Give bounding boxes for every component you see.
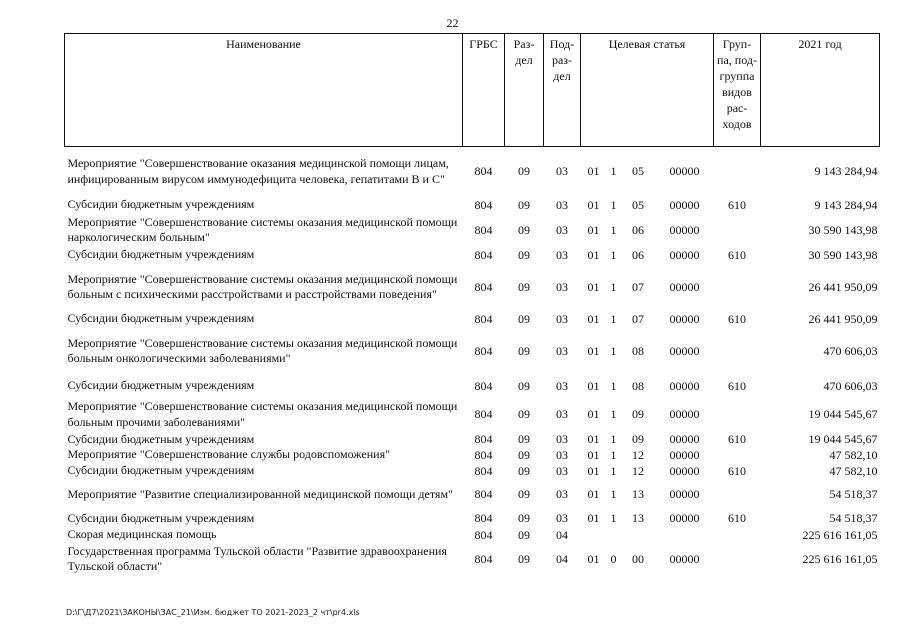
cell-target-event: 08 [632,378,644,393]
cell-target-event: 09 [632,407,644,421]
cell-name: Мероприятие "Совершенствование системы оказания медицинской помощи больным онкологическими заболеваниями" [67,335,458,365]
cell-target-program: 01 [587,511,600,525]
cell-target-subprogram: 1 [610,311,617,326]
cell-target-direction: 00000 [669,407,700,421]
page-number: 22 [446,16,459,30]
cell-grbs: 804 [474,279,493,294]
cell-expense-group [714,447,761,463]
cell-amount-2021: 47 582,10 [829,447,878,462]
cell-expense-group [714,543,761,575]
table-row [65,214,880,247]
cell-target-direction: 00000 [669,279,700,294]
cell-amount-2021: 470 606,03 [823,378,878,393]
cell-target-event: 08 [632,343,644,358]
cell-target-event: 07 [632,311,644,326]
cell-target-event: 07 [632,279,644,294]
cell-name: Мероприятие "Совершенствование системы оказания медицинской помощи больным прочими заболеваниями" [67,399,458,429]
cell-name: Мероприятие "Совершенствование системы оказания медицинской помощи больным с психическими расстройствами и расстройствами поведения" [67,271,458,301]
cell-target-event: 05 [632,164,644,179]
cell-target-subprogram: 1 [610,247,617,262]
cell-podrazdel: 03 [556,511,568,525]
cell-grbs: 804 [474,511,493,525]
footer-file-path: D:\Г\Д7\2021\ЗАКОНЫ\ЗАС_21\Изм. бюджет ТО 2021-2023_2 чт\pr4.xls [66,608,360,617]
cell-name: Субсидии бюджетным учреждениям [67,311,255,326]
cell-expense-group: 610 [728,378,747,393]
cell-podrazdel: 03 [556,487,568,501]
cell-target-subprogram: 0 [610,551,617,566]
cell-expense-group: 610 [728,463,747,478]
cell-podrazdel: 03 [556,431,568,446]
table-body [65,147,880,576]
cell-expense-group [714,479,761,510]
cell-grbs: 804 [474,164,493,179]
cell-target-subprogram: 1 [610,407,617,421]
cell-razdel: 09 [518,551,530,566]
cell-razdel: 09 [518,527,530,542]
table-row [65,447,880,463]
cell-target-subprogram: 1 [610,164,617,179]
table-row [65,463,880,479]
table-row [65,375,880,398]
cell-amount-2021: 225 616 161,05 [802,551,878,566]
cell-amount-2021: 26 441 950,09 [808,311,878,326]
cell-podrazdel: 03 [556,164,568,179]
table-row [65,311,880,328]
cell-target-subprogram: 1 [610,279,617,294]
cell-razdel: 09 [518,164,530,179]
cell-grbs: 804 [474,487,493,501]
cell-grbs: 804 [474,407,493,421]
cell-target-event: 06 [632,247,644,262]
cell-target-program: 01 [587,463,600,478]
cell-podrazdel: 03 [556,463,568,478]
cell-amount-2021: 19 044 545,67 [808,431,878,446]
cell-podrazdel: 04 [556,551,568,566]
cell-amount-2021: 470 606,03 [823,343,878,358]
cell-podrazdel: 03 [556,378,568,393]
cell-target-subprogram: 1 [610,511,617,525]
cell-expense-group [714,527,761,543]
cell-amount-2021: 26 441 950,09 [808,279,878,294]
cell-razdel: 09 [518,197,530,212]
cell-podrazdel: 03 [556,447,568,462]
cell-target-program: 01 [587,247,600,262]
cell-razdel: 09 [518,378,530,393]
cell-expense-group [714,214,761,247]
cell-amount-2021: 9 143 284,94 [814,164,878,179]
cell-amount-2021: 54 518,37 [829,511,878,525]
cell-amount-2021: 54 518,37 [829,487,878,501]
budget-table [64,33,880,575]
table-header [65,34,880,147]
cell-name: Мероприятие "Развитие специализированной медицинской помощи детям" [67,486,453,501]
cell-razdel: 09 [518,279,530,294]
cell-target-program: 01 [587,551,600,566]
cell-target-program: 01 [587,431,600,446]
table-row [65,197,880,214]
cell-name: Государственная программа Тульской области "Развитие здравоохранения Тульской области" [67,543,447,573]
cell-name: Мероприятие "Совершенствование системы оказания медицинской помощи наркологическим больным" [67,214,458,244]
cell-target-event: 09 [632,431,644,446]
cell-target-program: 01 [587,343,600,358]
cell-target-direction [656,527,714,543]
table-row [65,247,880,264]
table-row [65,264,880,311]
cell-target-program: 01 [587,447,600,462]
cell-amount-2021: 19 044 545,67 [808,407,878,421]
cell-target-direction: 00000 [669,222,700,237]
cell-target-program: 01 [587,197,600,212]
cell-name: Субсидии бюджетным учреждениям [67,510,255,525]
table-row [65,432,880,448]
cell-target-direction: 00000 [669,551,700,566]
cell-target-event: 13 [632,487,644,501]
cell-target-subprogram: 1 [610,487,617,501]
cell-grbs: 804 [474,431,493,446]
cell-amount-2021: 225 616 161,05 [802,527,878,542]
cell-expense-group [714,147,761,197]
cell-target-direction: 00000 [669,431,700,446]
cell-razdel: 09 [518,487,530,501]
cell-grbs: 804 [474,551,493,566]
cell-target-event: 06 [632,222,644,237]
cell-target-subprogram: 1 [610,431,617,446]
table-row [65,527,880,543]
cell-podrazdel: 03 [556,197,568,212]
cell-expense-group: 610 [728,197,747,212]
cell-expense-group [714,398,761,432]
cell-target-program: 01 [587,164,600,179]
cell-target-subprogram: 1 [610,463,617,478]
cell-target-direction: 00000 [669,487,700,501]
cell-razdel: 09 [518,247,530,262]
cell-podrazdel: 03 [556,407,568,421]
cell-name: Скорая медицинская помощь [67,527,217,542]
cell-target-event: 05 [632,197,644,212]
cell-name: Субсидии бюджетным учреждениям [67,431,255,446]
header-grbs: ГРБС [463,34,505,147]
cell-expense-group: 610 [728,511,747,525]
header-target-article: Целевая статья [581,34,714,147]
table-row [65,543,880,575]
cell-expense-group: 610 [728,311,747,326]
cell-target-program: 01 [587,378,600,393]
cell-grbs: 804 [474,378,493,393]
cell-grbs: 804 [474,222,493,237]
cell-target-subprogram: 1 [610,378,617,393]
cell-target-direction: 00000 [669,378,700,393]
cell-target-subprogram: 1 [610,447,617,462]
cell-expense-group: 610 [728,431,747,446]
cell-podrazdel: 04 [556,527,568,542]
cell-podrazdel: 03 [556,343,568,358]
cell-target-subprogram [607,527,621,543]
cell-razdel: 09 [518,431,530,446]
table-row [65,510,880,527]
cell-name: Мероприятие "Совершенствование оказания медицинской помощи лицам, инфицированным вирусом иммунодефицита человека, гепатитами В и С" [67,156,449,186]
cell-name: Субсидии бюджетным учреждениям [67,197,255,212]
cell-amount-2021: 30 590 143,98 [808,247,878,262]
cell-target-subprogram: 1 [610,222,617,237]
cell-target-direction: 00000 [669,511,700,525]
cell-target-subprogram: 1 [610,343,617,358]
cell-razdel: 09 [518,222,530,237]
cell-target-subprogram: 1 [610,197,617,212]
cell-razdel: 09 [518,407,530,421]
cell-podrazdel: 03 [556,222,568,237]
cell-razdel: 09 [518,447,530,462]
cell-target-direction: 00000 [669,164,700,179]
cell-name: Субсидии бюджетным учреждениям [67,247,255,262]
cell-name: Мероприятие "Совершенствование службы родовспоможения" [67,447,391,462]
header-name: Наименование [65,34,463,147]
cell-target-direction: 00000 [669,463,700,478]
cell-target-direction: 00000 [669,447,700,462]
cell-target-direction: 00000 [669,197,700,212]
header-razdel: Раз- дел [505,34,544,147]
cell-podrazdel: 03 [556,279,568,294]
cell-target-program: 01 [587,222,600,237]
cell-grbs: 804 [474,311,493,326]
cell-razdel: 09 [518,511,530,525]
cell-razdel: 09 [518,343,530,358]
cell-podrazdel: 03 [556,311,568,326]
cell-grbs: 804 [474,463,493,478]
cell-target-event: 13 [632,511,644,525]
cell-amount-2021: 30 590 143,98 [808,222,878,237]
cell-name: Субсидии бюджетным учреждениям [67,378,255,393]
cell-expense-group [714,264,761,311]
cell-name: Субсидии бюджетным учреждениям [67,463,255,478]
cell-target-program: 01 [587,407,600,421]
header-podrazdel: Под- раз- дел [544,34,581,147]
cell-razdel: 09 [518,463,530,478]
table-row [65,398,880,432]
cell-grbs: 804 [474,197,493,212]
cell-target-program [581,527,607,543]
cell-razdel: 09 [518,311,530,326]
cell-amount-2021: 9 143 284,94 [814,197,878,212]
table-row [65,479,880,510]
cell-grbs: 804 [474,527,493,542]
header-year-2021: 2021 год [761,34,880,147]
cell-target-direction: 00000 [669,311,700,326]
cell-grbs: 804 [474,247,493,262]
cell-expense-group: 610 [728,247,747,262]
table-row [65,147,880,197]
table-row [65,328,880,375]
header-expense-group: Груп- па, под- группа видов рас- ходов [714,34,761,147]
cell-target-event [621,527,656,543]
cell-target-program: 01 [587,279,600,294]
cell-amount-2021: 47 582,10 [829,463,878,478]
cell-grbs: 804 [474,343,493,358]
cell-target-program: 01 [587,311,600,326]
cell-target-event: 12 [632,447,644,462]
cell-podrazdel: 03 [556,247,568,262]
cell-target-event: 00 [632,551,644,566]
cell-target-direction: 00000 [669,343,700,358]
cell-target-event: 12 [632,463,644,478]
cell-target-program: 01 [587,487,600,501]
cell-target-direction: 00000 [669,247,700,262]
cell-expense-group [714,328,761,375]
cell-grbs: 804 [474,447,493,462]
